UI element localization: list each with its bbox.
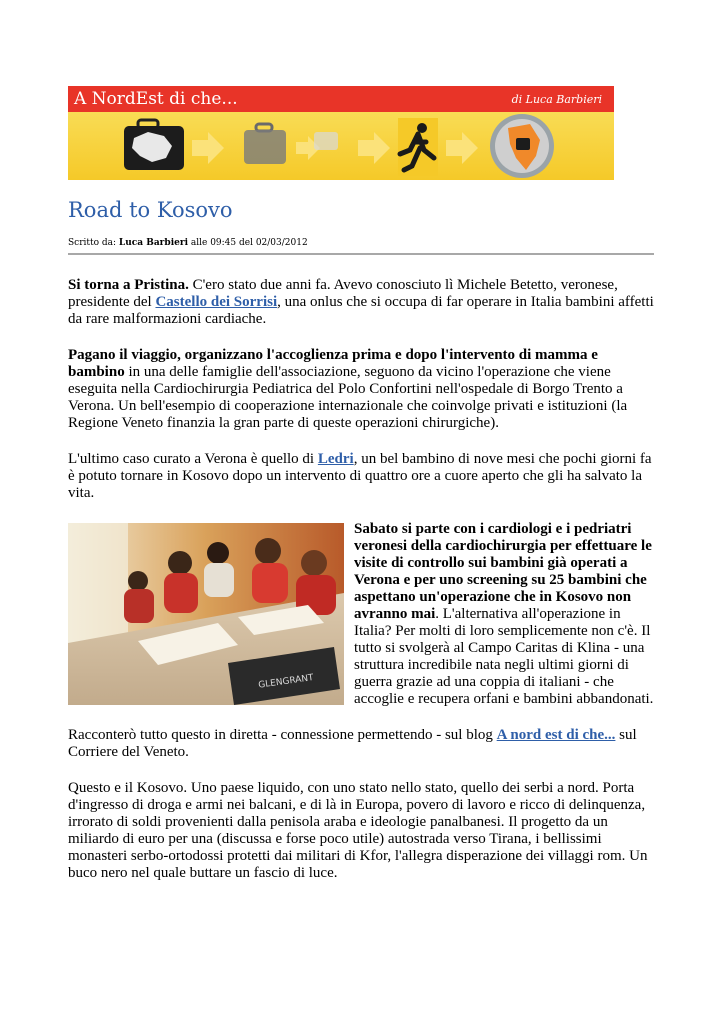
- paragraph-1-lead: Si torna a Pristina.: [68, 277, 189, 293]
- arrow-icon: [358, 132, 390, 164]
- paragraph-2: [68, 347, 658, 432]
- paragraph-1: [68, 277, 658, 328]
- article-byline: [68, 238, 308, 248]
- running-man-exit-icon: [398, 118, 438, 176]
- banner-title: A NordEst di che...: [74, 89, 238, 109]
- paragraph-4-text: . L'alternativa all'operazione in Italia? Per molti di loro semplicemente non c'è. Il tutto si svolgerà al Campo Caritas di Klina - una struttura incredibile nata negli ultimi giorni di guerra grazie ad una coppia di italiani - che accoglie e recupera orfani e bambini abbandonati.: [354, 606, 654, 707]
- blog-banner: [68, 86, 614, 180]
- paragraph-2-text: in una delle famiglie dell'associazione, seguono da vicino l'operazione che viene eseguita nella Cardiochirurgia Pediatrica del Polo Confortini nell'ospedale di Borgo Trento a Verona. Un bell'esempio di cooperazione internazionale che coinvolge privati e istituzioni (la Regione Veneto finanzia la gran parte di queste operazioni chirurgiche).: [68, 364, 628, 431]
- globe-icon: [490, 114, 554, 178]
- paragraph-5-text: Racconterò tutto questo in diretta - connessione permettendo - sul blog: [68, 727, 497, 743]
- byline-prefix: Scritto da:: [68, 238, 119, 248]
- castello-dei-sorrisi-link[interactable]: Castello dei Sorrisi: [155, 294, 278, 310]
- blog-link[interactable]: A nord est di che...: [496, 727, 616, 743]
- title-divider: [68, 253, 654, 255]
- photo-box-label: GLENGRANT: [257, 673, 315, 691]
- paragraph-1-text: C'ero stato due anni fa. Avevo conosciuto lì Michele Betetto, veronese, presidente del: [68, 277, 618, 310]
- paragraph-4-lead: Sabato si parte con i cardiologi e i pedriatri veronesi della cardiochirurgia per effettuare le visite di controllo sui bambini già operati a Verona e per uno screening su 25 bambini che aspettano un'operazione che in Kosovo non avranno mai: [354, 521, 652, 622]
- banner-author: di Luca Barbieri: [511, 93, 602, 106]
- paragraph-3: [68, 451, 658, 502]
- paragraph-5-text-end: sul Corriere del Veneto.: [68, 727, 637, 760]
- byline-author: Luca Barbieri: [118, 238, 189, 248]
- suitcase-icon: [244, 124, 286, 164]
- classroom-photo: [68, 523, 344, 705]
- banner-illustration: [68, 112, 614, 180]
- article-body: [68, 277, 658, 901]
- arrow-icon: [446, 132, 478, 164]
- paragraph-1-text-end: , una onlus che si occupa di far operare in Italia bambini affetti da rare malformazioni cardiache.: [68, 294, 654, 327]
- article-title: Road to Kosovo: [68, 198, 233, 222]
- byline-date: alle 09:45 del 02/03/2012: [188, 238, 308, 248]
- paragraph-5: [68, 727, 658, 761]
- faded-suitcase-icon: [314, 132, 338, 150]
- banner-title-bar: [68, 86, 614, 112]
- ledri-link[interactable]: Ledri: [317, 451, 354, 467]
- paragraph-4: [68, 521, 658, 708]
- paragraph-6: Questo e il Kosovo. Uno paese liquido, con uno stato nello stato, quello dei serbi a nord. Porta d'ingresso di droga e armi nei balcani, e di là in Europa, povero di lavoro e ricco di delinquenza, irrorato di soldi provenienti dalla penisola araba e ideologie panalbanesi. Il progetto da un miliardo di euro per una (discussa e forse poco utile) autostrada verso Tirana, i bellissimi monasteri serbo-ortodossi protetti dai militari di Kfor, l'allegra disperazione dei villaggi rom. Un buco nero nel quale buttare un fascio di luce.: [68, 780, 648, 881]
- suitcase-veneto-icon: [124, 120, 184, 170]
- paragraph-3-text-end: , un bel bambino di nove mesi che pochi giorni fa è potuto tornare in Kosovo dopo un intervento di quattro ore a cuore aperto che gli ha salvato la vita.: [68, 451, 652, 501]
- paragraph-2-lead: Pagano il viaggio, organizzano l'accoglienza prima e dopo l'intervento di mamma e bambino: [68, 347, 598, 380]
- arrow-icon: [192, 132, 224, 164]
- paragraph-3-text: L'ultimo caso curato a Verona è quello di: [68, 451, 318, 467]
